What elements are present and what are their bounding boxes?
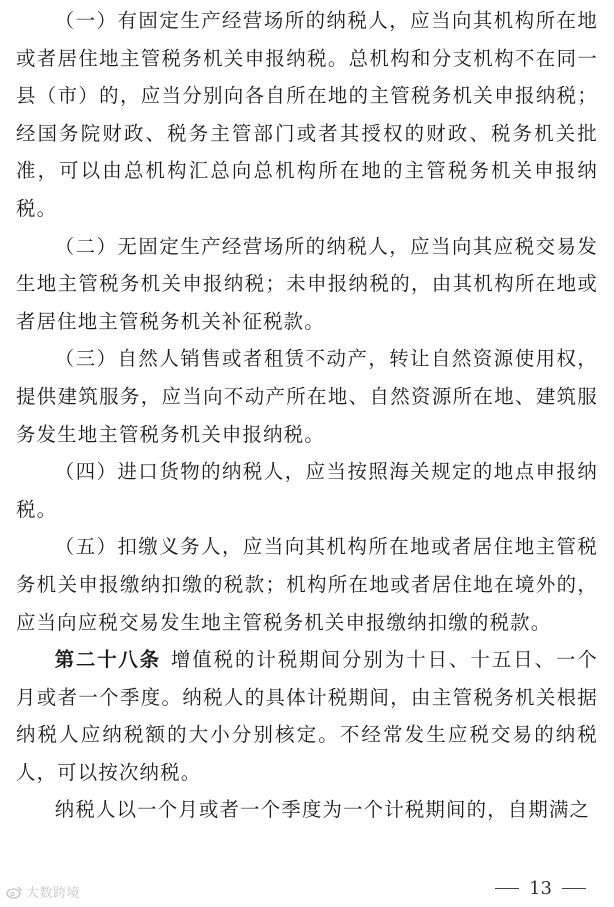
article-heading: 第二十八条 [54,648,161,672]
page-number-dash-left [495,888,519,889]
paragraph-clause-4: （四）进口货物的纳税人，应当按照海关规定的地点申报纳税。 [16,460,598,521]
page-number [495,878,586,899]
page-number-dash-right [562,888,586,889]
paragraph-clause-2: （二）无固定生产经营场所的纳税人，应当向其应税交易发生地主管税务机关申报纳税；未申报纳税的，由其机构所在地或者居住地主管税务机关补征税款。 [16,234,598,333]
paragraph-continuation: 纳税人以一个月或者一个季度为一个计税期间的，自期满之 [54,798,591,822]
article-28-text: 增值税的计税期间分别为十日、十五日、一个月或者一个季度。纳税人的具体计税期间，由主管税务机关根据纳税人应纳税额的大小分别核定。不经常发生应税交易的纳税人，可以按次纳税。 [16,648,599,784]
watermark-text: 大数跨境 [26,886,81,901]
article-body [16,2,598,829]
weibo-logo-icon [6,885,23,899]
paragraph-clause-3: （三）自然人销售或者租赁不动产，转让自然资源使用权，提供建筑服务，应当向不动产所在地、自然资源所在地、建筑服务发生地主管税务机关申报纳税。 [16,347,598,446]
page-footer [0,871,614,907]
paragraph-article-28 [16,641,598,791]
watermark [6,882,80,901]
paragraph-clause-1: （一）有固定生产经营场所的纳税人，应当向其机构所在地或者居住地主管税务机关申报纳税。总机构和分支机构不在同一县（市）的，应当分别向各自所在地的主管税务机关申报纳税；经国务院财政、税务主管部门或者其授权的财政、税务机关批准，可以由总机构汇总向总机构所在地的主管税务机关申报纳税。 [16,9,598,220]
paragraph-clause-5: （五）扣缴义务人，应当向其机构所在地或者居住地主管税务机关申报缴纳扣缴的税款；机构所在地或者居住地在境外的，应当向应税交易发生地主管税务机关申报缴纳扣缴的税款。 [16,535,598,634]
page-number-value: 13 [529,878,552,899]
